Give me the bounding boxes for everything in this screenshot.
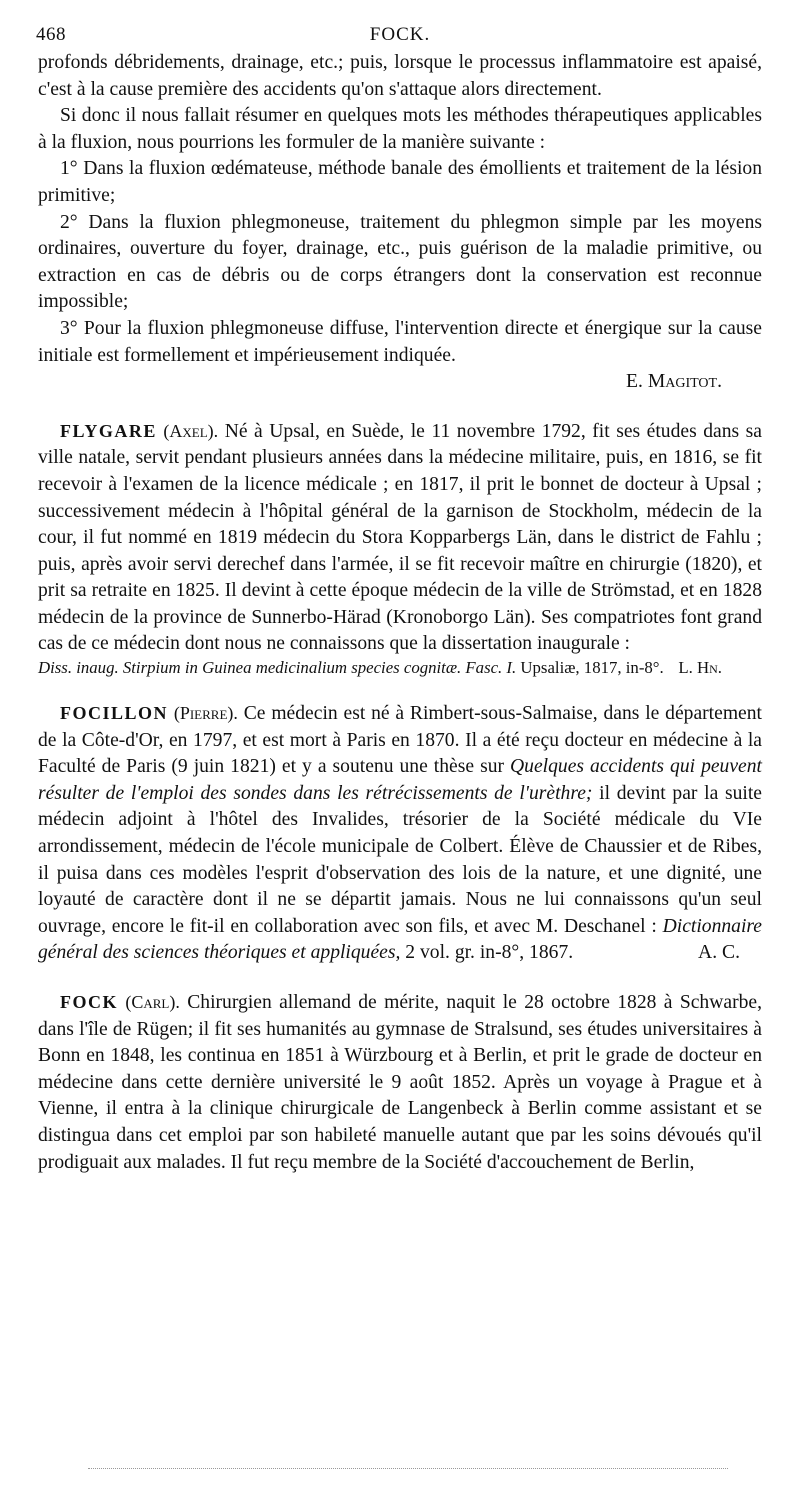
- signature-magitot: [38, 369, 762, 396]
- fock-paragraph: [38, 989, 762, 1176]
- headword-flygare: FLYGARE: [60, 420, 157, 441]
- fock-text: Chirurgien allemand de mérite, naquit le 28 octobre 1828 à Schwarbe, dans l'île de Rügen; il fit ses humanités au gymnase de Stralsund, ses études universitaires à Bonn en 1848, les continua en 1851 à Würzbourg et à Berlin, et prit le grade de docteur en médecine dans cette dernière université le 9 août 1852. Après un voyage à Prague et à Vienne, il entra à la clinique chirurgicale de Langenbeck à Berlin comme assistant et se distingua dans cet emploi par son habileté manuelle autant que par les soins dévoués qu'il prodiguait aux malades. Il fut reçu membre de la Société d'accouchement de Berlin,: [38, 992, 762, 1173]
- method-item-1: 1° Dans la fluxion œdémateuse, méthode banale des émollients et traitement de la lésion primitive;: [38, 158, 762, 206]
- headword-focillon: FOCILLON: [60, 703, 169, 724]
- focillon-text-a: Ce médecin est né à Rimbert-sous-Salmaise, dans le département de la Côte-d'Or, en 1797, et est mort à Paris en 1870. Il a été reçu docteur en médecine à la Faculté de Paris (9 juin 1821) et y a soutenu une thèse sur: [38, 703, 762, 778]
- headword-fock: FOCK: [60, 992, 118, 1012]
- given-name-fock: (Carl).: [125, 992, 180, 1012]
- entry-flygare: [38, 418, 762, 678]
- signature-focillon: A. C.: [698, 942, 740, 964]
- page-number: 468: [36, 24, 66, 45]
- running-head: FOCK.: [369, 24, 431, 45]
- summary-paragraph: Si donc il nous fallait résumer en quelques mots les méthodes thérapeutiques applicables à la fluxion, nous pourrions les formuler de la manière suivante :: [38, 105, 762, 153]
- continuation-paragraph: profonds débridements, drainage, etc.; puis, lorsque le processus inflammatoire est apaisé, c'est à la cause première des accidents qu'on s'attaque alors directement.: [38, 52, 762, 100]
- given-name-focillon: (Pierre).: [173, 703, 238, 724]
- work-title: Dictionnaire général des sciences théoriques et appliquées,: [38, 915, 762, 964]
- given-name-flygare: (Axel).: [163, 420, 219, 441]
- focillon-text-b: il devint par la suite médecin adjoint à l'hôtel des Invalides, trésorier de la Société médicale du VIe arrondissement, médecin de l'école municipale de Colbert. Élève de Chaussier et de Ribes, il puisa dans ces modèles l'esprit d'observation des lois de la nature, et une dignité, une loyauté de caractère dont il ne se départit jamais. Nous ne lui connaissons qu'un seul ouvrage, encore le fit-il en collaboration avec son fils, et avec M. Deschanel :: [38, 782, 762, 937]
- bibliography-imprint: Upsaliæ, 1817, in-8°.: [516, 658, 664, 678]
- flygare-text: Né à Upsal, en Suède, le 11 novembre 1792, fit ses études dans sa ville natale, servit pendant plusieurs années dans la médecine militaire, puis, en 1816, se fit recevoir à l'examen de la licence médicale ; en 1817, il prit le bonnet de docteur à Upsal ; successivement médecin à l'hôpital général de la garnison de Stockholm, médecin de la cour, il fut nommé en 1819 médecin du Stora Kopparbergs Län, dans le district de Fahlu ; puis, après avoir servi derechef dans l'armée, il se fit recevoir maître en chirurgie (1820), et prit sa retraite en 1825. Il devint à cette époque médecin de la ville de Strömstad, et en 1828 médecin de la province de Sunnerbo-Härad (Kronoborgo Län). Ses compatriotes font grand cas de ce médecin dont nous ne connaissons que la dissertation inaugurale :: [38, 420, 763, 655]
- flygare-paragraph: [38, 418, 762, 658]
- signature-flygare: L. Hn.: [678, 658, 722, 678]
- thesis-title: Quelques accidents qui peuvent résulter de l'emploi des sondes dans les rétrécissements de l'urèthre;: [38, 756, 762, 804]
- bibliography-title: Diss. inaug. Stirpium in Guinea medicinalium species cognitæ. Fasc. I.: [38, 658, 517, 678]
- signature-surname: Magitot.: [647, 371, 722, 393]
- flygare-bibliography: [38, 658, 762, 678]
- body-text: [38, 50, 762, 1176]
- entry-focillon: [38, 700, 762, 967]
- focillon-text-c: 2 vol. gr. in-8°, 1867.: [400, 942, 574, 964]
- method-item-3: 3° Pour la fluxion phlegmoneuse diffuse, l'intervention directe et énergique sur la cause initiale est formellement et impérieusement indiquée.: [38, 317, 762, 366]
- page-header: [38, 24, 762, 50]
- signature-initial: E.: [626, 371, 643, 393]
- document-page: [38, 24, 762, 1176]
- footer-rule: [88, 1468, 728, 1469]
- entry-fock: [38, 989, 762, 1176]
- method-item-2: 2° Dans la fluxion phlegmoneuse, traitement du phlegmon simple par les moyens ordinaires, ouverture du foyer, drainage, etc., puis guérison de la maladie primitive, ou extraction en cas de débris ou de corps étrangers dont la conservation est reconnue impossible;: [38, 211, 762, 313]
- focillon-paragraph: [38, 700, 762, 967]
